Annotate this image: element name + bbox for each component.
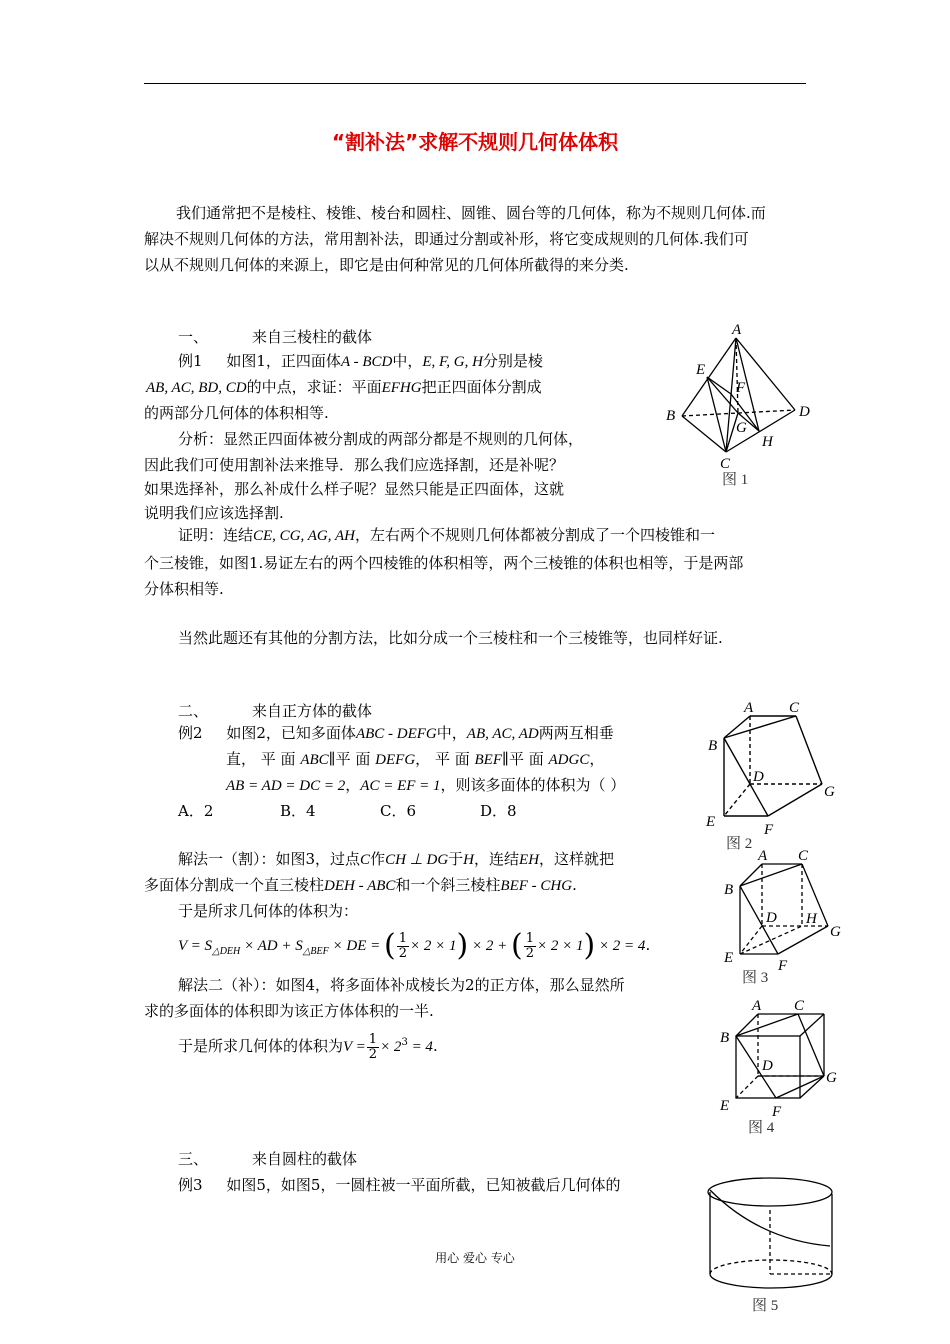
f4-label-C: C — [794, 998, 805, 1014]
f2-label-D: D — [753, 769, 764, 785]
section3-heading: 三、 来自圆柱的截体 — [178, 1150, 358, 1168]
option-a: A．2 — [178, 802, 214, 820]
f1-label-E: E — [696, 362, 706, 378]
f2-label-E: E — [706, 814, 716, 830]
example1-line-1: 例1 如图1，正四面体A - BCD中，E, F, G, H分别是棱 — [178, 352, 543, 370]
example3-line-1: 例3 如图5，如图5，一圆柱被一平面所截，已知被截后几何体的 — [178, 1176, 621, 1194]
volume-formula: $V = S_{\triangle DEH}$ × AD + $S_{\triangle BEF}$ × DE = ( $\frac{1}{2}$ × 2 × 1) × 2 + ( $\frac{1}{2}$ × 2 × 1) × 2 = 4. — [178, 928, 651, 963]
f4-caption: 图 4 — [748, 1120, 775, 1136]
f3-label-F: F — [778, 958, 788, 974]
f4-label-A: A — [752, 998, 762, 1014]
f2-label-A: A — [744, 700, 754, 716]
f3-label-G: G — [830, 924, 841, 940]
f3-label-E: E — [724, 950, 734, 966]
figure-4 — [716, 994, 846, 1140]
f4-label-B: B — [720, 1030, 730, 1046]
f3-caption: 图 3 — [742, 970, 769, 986]
f1-label-D: D — [799, 404, 810, 420]
f2-label-C: C — [789, 700, 800, 716]
proof-line-3: 分体积相等. — [144, 580, 224, 598]
solution1-line-1: 解法一（割）：如图3，过点C作CH ⊥ DG于H，连结EH，这样就把 — [178, 850, 615, 868]
f4-label-D: D — [762, 1058, 773, 1074]
example1-line-3: 的两部分几何体的体积相等. — [144, 404, 329, 422]
analysis-line-1: 分析：显然正四面体被分割成的两部分都是不规则的几何体， — [178, 430, 584, 448]
f1-label-A: A — [732, 322, 742, 338]
note-line: 当然此题还有其他的分割方法，比如分成一个三棱柱和一个三棱锥等，也同样好证. — [178, 629, 723, 647]
figure-1 — [660, 322, 820, 494]
f5-caption: 图 5 — [752, 1298, 779, 1314]
f3-label-A: A — [758, 848, 768, 864]
f4-label-E: E — [720, 1098, 730, 1114]
f3-label-B: B — [724, 882, 734, 898]
intro-line-3: 以从不规则几何体的来源上，即它是由何种常见的几何体所截得的来分类. — [144, 256, 629, 274]
section1-heading: 一、 来自三棱柱的截体 — [178, 328, 373, 346]
example2-line-1: 例2 如图2，已知多面体ABC - DEFG中，AB, AC, AD两两互相垂 — [178, 724, 614, 742]
f4-label-F: F — [772, 1104, 782, 1120]
solution2-line-1: 解法二（补）：如图4，将多面体补成棱长为2的正方体，那么显然所 — [178, 976, 625, 994]
option-d: D．8 — [480, 802, 517, 820]
page-footer: 用心 爱心 专心 — [435, 1251, 515, 1265]
header-rule — [144, 83, 806, 84]
section2-heading: 二、 来自正方体的截体 — [178, 702, 373, 720]
figure-3 — [720, 846, 850, 986]
page-title: “割补法”求解不规则几何体体积 — [331, 130, 619, 154]
f1-label-F: F — [736, 380, 746, 396]
solution2-line-3: 于是所求几何体的体积为V = $\frac{1}{2}$ × $2^3 = 4$. — [178, 1031, 438, 1062]
analysis-line-2: 因此我们可使用割补法来推导．那么我们应选择割，还是补呢？ — [144, 456, 565, 474]
example2-line-3: AB = AD = DC = 2，AC = EF = 1，则该多面体的体积为（ ） — [226, 776, 626, 794]
f2-label-F: F — [764, 822, 774, 838]
option-b: B．4 — [280, 802, 316, 820]
figure-5 — [700, 1170, 850, 1320]
intro-line-2: 解决不规则几何体的方法，常用割补法，即通过分割或补形，将它变成规则的几何体.我们可 — [144, 230, 749, 248]
figure-2 — [700, 696, 850, 854]
f1-caption: 图 1 — [722, 472, 749, 488]
analysis-line-4: 说明我们应该选择割. — [144, 504, 284, 522]
example2-line-2: 直， 平 面 ABC∥平 面 DEFG， 平 面 BEF∥平 面 ADGC， — [226, 750, 605, 768]
example1-line-2: AB, AC, BD, CD的中点，求证：平面EFHG把正四面体分割成 — [146, 378, 542, 396]
proof-line-1: 证明：连结CE, CG, AG, AH，左右两个不规则几何体都被分割成了一个四棱锥和一 — [178, 526, 715, 544]
solution2-line-2: 求的多面体的体积即为该正方体体积的一半. — [144, 1002, 434, 1020]
analysis-line-3: 如果选择补，那么补成什么样子呢？显然只能是正四面体，这就 — [144, 480, 565, 498]
intro-line-1: 我们通常把不是棱柱、棱锥、棱台和圆柱、圆锥、圆台等的几何体，称为不规则几何体.而 — [176, 204, 766, 222]
option-c: C．6 — [380, 802, 417, 820]
f3-label-C: C — [798, 848, 809, 864]
f2-label-G: G — [824, 784, 835, 800]
solution1-line-2: 多面体分割成一个直三棱柱DEH - ABC和一个斜三棱柱BEF - CHG. — [144, 876, 577, 894]
f3-label-D: D — [766, 910, 777, 926]
f1-label-B: B — [666, 408, 676, 424]
f4-label-G: G — [826, 1070, 837, 1086]
solution1-line-3: 于是所求几何体的体积为： — [178, 902, 359, 920]
f1-label-H: H — [762, 434, 773, 450]
f1-label-C: C — [720, 456, 731, 472]
f2-label-B: B — [708, 738, 718, 754]
f1-label-G: G — [736, 420, 747, 436]
f2-caption: 图 2 — [726, 836, 753, 852]
proof-line-2: 个三棱锥，如图1.易证左右的两个四棱锥的体积相等，两个三棱锥的体积也相等，于是两部 — [144, 554, 744, 572]
f3-label-H: H — [806, 911, 817, 927]
